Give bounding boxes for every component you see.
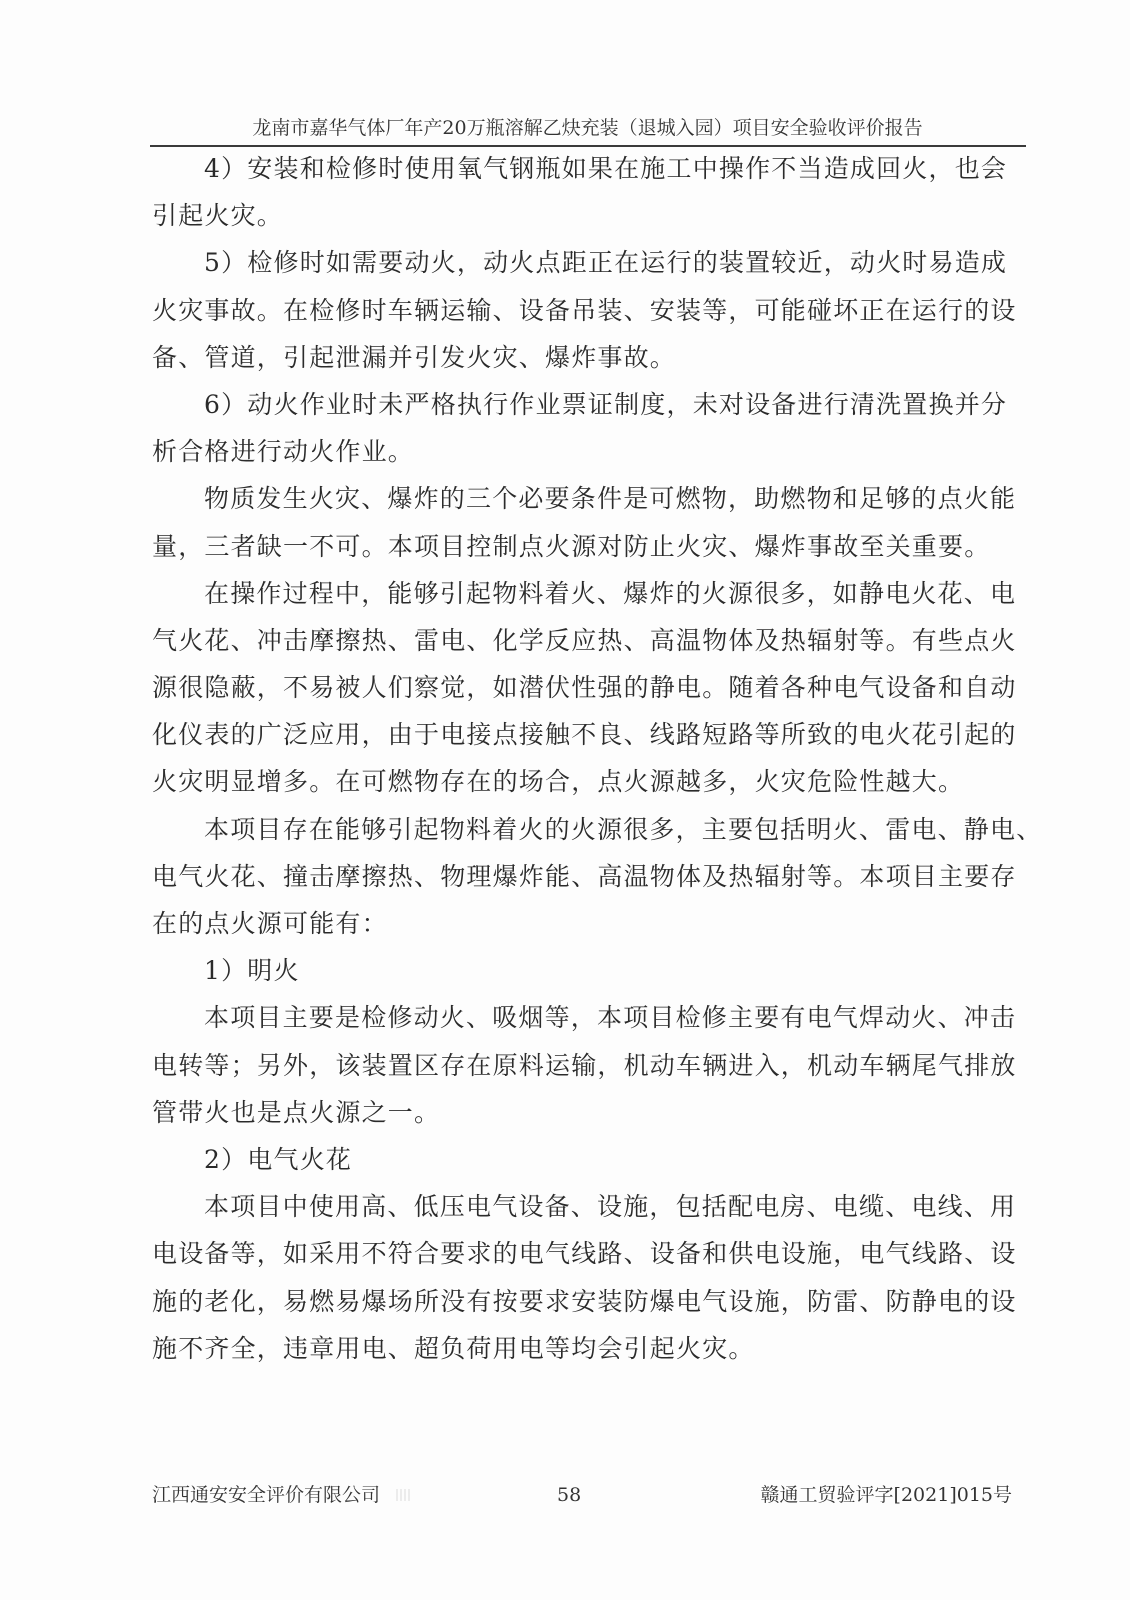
paragraph-line: 化仪表的广泛应用，由于电接点接触不良、线路短路等所致的电火花引起的 <box>152 720 1017 750</box>
paragraph-line: 电气火花、撞击摩擦热、物理爆炸能、高温物体及热辐射等。本项目主要存 <box>152 861 1017 891</box>
paragraph-line: 气火花、冲击摩擦热、雷电、化学反应热、高温物体及热辐射等。有些点火 <box>152 625 1017 655</box>
paragraph-line: 备、管道，引起泄漏并引发火灾、爆炸事故。 <box>152 342 677 372</box>
paragraph-line: 析合格进行动火作业。 <box>152 437 415 467</box>
paragraph-line: 施的老化，易燃易爆场所没有按要求安装防爆电气设施，防雷、防静电的设 <box>152 1286 1017 1316</box>
paragraph-line: 物质发生火灾、爆炸的三个必要条件是可燃物，助燃物和足够的点火能 <box>204 484 1017 514</box>
page-footer <box>152 1480 1012 1510</box>
stamp-mark-icon <box>396 1489 410 1501</box>
paragraph-line: 管带火也是点火源之一。 <box>152 1097 441 1127</box>
paragraph-line: 引起火灾。 <box>152 201 284 231</box>
running-header: 龙南市嘉华气体厂年产20万瓶溶解乙炔充装（退城入园）项目安全验收评价报告 <box>252 117 923 139</box>
paragraph-line: 源很隐蔽，不易被人们察觉，如潜伏性强的静电。随着各种电气设备和自动 <box>152 673 1017 703</box>
paragraph-line: 电设备等，如采用不符合要求的电气线路、设备和供电设施，电气线路、设 <box>152 1239 1017 1269</box>
body-text <box>152 145 1043 1372</box>
page-number: 58 <box>557 1484 582 1506</box>
subheading-electric-spark: 2）电气火花 <box>204 1144 353 1174</box>
paragraph-line: 在的点火源可能有： <box>152 909 388 938</box>
paragraph-line: 在操作过程中，能够引起物料着火、爆炸的火源很多，如静电火花、电 <box>204 578 1017 608</box>
paragraph-line: 本项目存在能够引起物料着火的火源很多，主要包括明火、雷电、静电、 <box>204 814 1043 844</box>
paragraph-line: 本项目主要是检修动火、吸烟等，本项目检修主要有电气焊动火、冲击 <box>204 1003 1017 1033</box>
subheading-open-flame: 1）明火 <box>204 956 300 986</box>
paragraph-line: 火灾明显增多。在可燃物存在的场合，点火源越多，火灾危险性越大。 <box>152 767 965 797</box>
paragraph-line: 4）安装和检修时使用氧气钢瓶如果在施工中操作不当造成回火，也会 <box>204 154 1008 183</box>
paragraph-line: 6）动火作业时未严格执行作业票证制度，未对设备进行清洗置换并分 <box>204 389 1008 419</box>
footer-company: 江西通安安全评价有限公司 <box>152 1484 381 1506</box>
paragraph-line: 本项目中使用高、低压电气设备、设施，包括配电房、电缆、电线、用 <box>204 1192 1017 1222</box>
paragraph-line: 施不齐全，违章用电、超负荷用电等均会引起火灾。 <box>152 1333 755 1363</box>
paragraph-line: 火灾事故。在检修时车辆运输、设备吊装、安装等，可能碰坏正在运行的设 <box>152 295 1017 325</box>
document-number: 赣通工贸验评字[2021]015号 <box>760 1484 1012 1506</box>
paragraph-line: 量，三者缺一不可。本项目控制点火源对防止火灾、爆炸事故至关重要。 <box>152 531 991 561</box>
paragraph-line: 5）检修时如需要动火，动火点距正在运行的装置较近，动火时易造成 <box>204 248 1008 278</box>
paragraph-line: 电转等；另外，该装置区存在原料运输，机动车辆进入，机动车辆尾气排放 <box>152 1050 1017 1080</box>
